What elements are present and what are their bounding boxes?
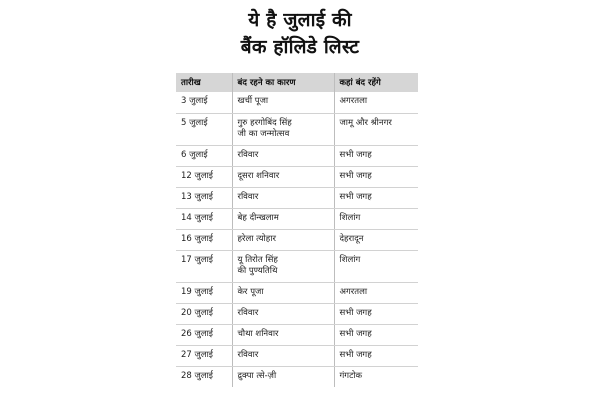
date-cell: 6 जुलाई <box>176 145 232 166</box>
table-row <box>176 113 418 145</box>
reason-line: बेह दीन्खलाम <box>237 212 279 223</box>
header-place: कहां बंद रहेंगे <box>334 73 418 92</box>
table-row <box>176 229 418 250</box>
date-cell: 17 जुलाई <box>176 250 232 282</box>
date-cell: 13 जुलाई <box>176 187 232 208</box>
reason-cell <box>232 113 334 145</box>
title-line-1: ये है जुलाई की <box>248 9 352 31</box>
place-cell: सभी जगह <box>334 324 418 345</box>
reason-cell <box>232 166 334 187</box>
date-cell: 3 जुलाई <box>176 92 232 113</box>
place-cell: अगरतला <box>334 92 418 113</box>
date-cell: 16 जुलाई <box>176 229 232 250</box>
place-cell: सभी जगह <box>334 303 418 324</box>
title-line-2: बैंक हॉलिडे लिस्ट <box>240 36 360 58</box>
reason-cell <box>232 92 334 113</box>
date-cell: 28 जुलाई <box>181 370 213 381</box>
place-cell: सभी जगह <box>334 145 418 166</box>
table-row <box>176 166 418 187</box>
table-row <box>176 250 418 282</box>
table-header <box>176 73 418 92</box>
reason-line: जी का जन्मोत्सव <box>237 128 290 139</box>
reason-line: रविवार <box>237 149 259 160</box>
reason-line: यू तिरोत सिंह <box>237 254 278 265</box>
reason-line: चौथा शनिवार <box>237 328 279 339</box>
date-cell: 12 जुलाई <box>176 166 232 187</box>
table-row <box>176 366 418 387</box>
header-row <box>176 73 418 92</box>
reason-cell <box>232 208 334 229</box>
place-cell: अगरतला <box>334 282 418 303</box>
table-row <box>176 303 418 324</box>
reason-line: हरेला त्योहार <box>237 233 276 244</box>
date-cell: 5 जुलाई <box>176 113 232 145</box>
reason-line: केर पूजा <box>237 286 264 297</box>
place-cell: सभी जगह <box>334 166 418 187</box>
date-cell: 27 जुलाई <box>176 345 232 366</box>
place-cell: देहरादून <box>334 229 418 250</box>
reason-line: रविवार <box>237 349 259 360</box>
table-row <box>176 282 418 303</box>
place-cell: सभी जगह <box>334 187 418 208</box>
date-cell: 14 जुलाई <box>176 208 232 229</box>
table-row <box>176 324 418 345</box>
reason-line: द्रुक्पा त्से-ज़ी <box>237 370 277 381</box>
table-row <box>176 208 418 229</box>
reason-cell <box>232 324 334 345</box>
reason-line: की पुण्यतिथि <box>237 265 278 276</box>
holiday-table <box>176 73 418 387</box>
table-row <box>176 92 418 113</box>
reason-line: दूसरा शनिवार <box>237 170 280 181</box>
date-cell: 26 जुलाई <box>176 324 232 345</box>
date-cell: 20 जुलाई <box>176 303 232 324</box>
reason-cell <box>232 145 334 166</box>
reason-cell <box>232 366 334 387</box>
reason-line: खर्ची पूजा <box>237 96 269 106</box>
place-cell: शिलांग <box>334 208 418 229</box>
header-reason: बंद रहने का कारण <box>232 73 334 92</box>
reason-line: गुरु हरगोबिंद सिंह <box>237 117 292 128</box>
table-row <box>176 345 418 366</box>
place-cell: गंगटोक <box>334 366 418 387</box>
table-body <box>176 92 418 387</box>
place-cell: शिलांग <box>334 250 418 282</box>
reason-cell <box>232 282 334 303</box>
header-date: तारीख <box>176 73 232 92</box>
place-cell: जामू और श्रीनगर <box>334 113 418 145</box>
date-cell: 19 जुलाई <box>176 282 232 303</box>
table-row <box>176 145 418 166</box>
reason-cell <box>232 187 334 208</box>
reason-line: रविवार <box>237 307 259 318</box>
reason-cell <box>232 303 334 324</box>
table-row <box>176 187 418 208</box>
reason-cell <box>232 250 334 282</box>
place-cell: सभी जगह <box>334 345 418 366</box>
reason-line: रविवार <box>237 191 259 202</box>
reason-cell <box>232 345 334 366</box>
reason-cell <box>232 229 334 250</box>
